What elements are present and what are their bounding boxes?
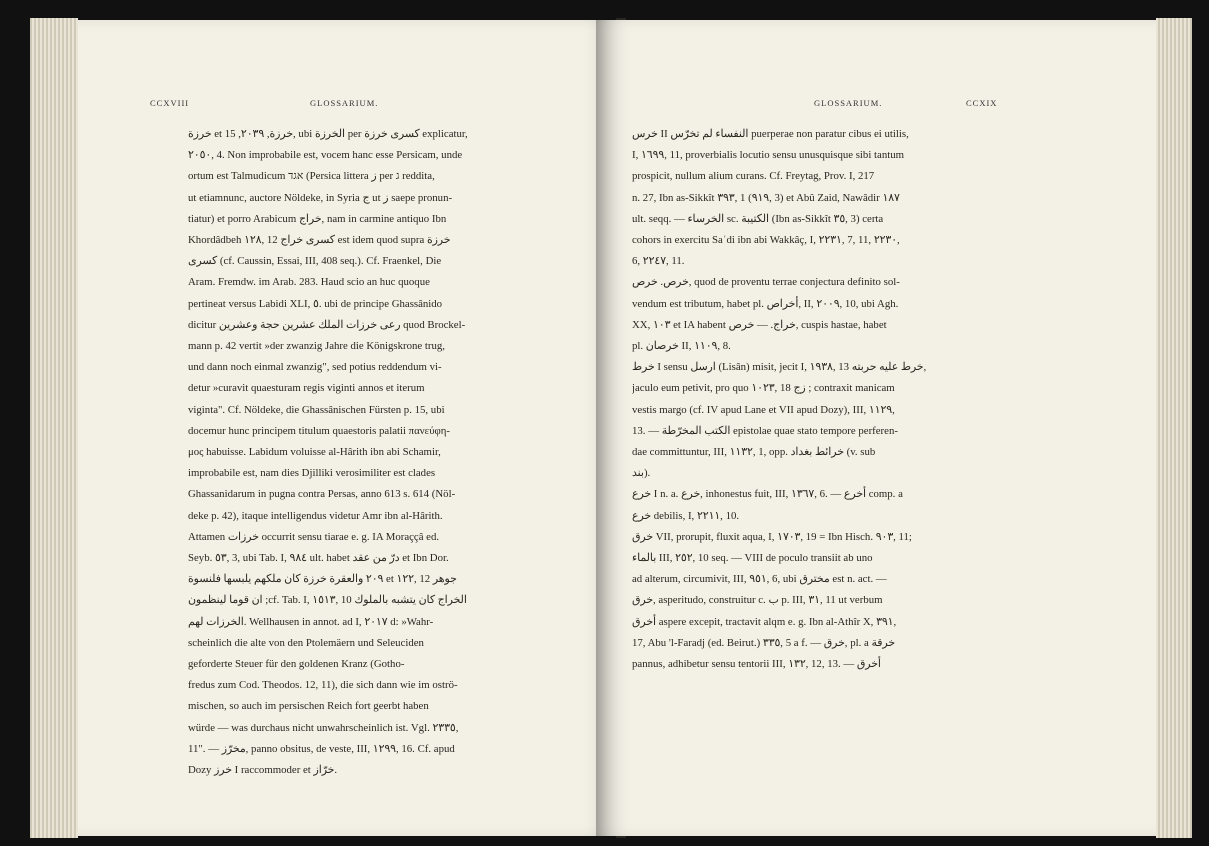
text-line: 17, Abu 'l-Faradj (ed. Beirut.) ٣٣٥, 5 a f. — خرق, pl. a خرقة (632, 636, 896, 649)
text-line: خرق, asperitudo, construitur c. ب p. III, ٣١, 11 ut verbum (632, 594, 883, 607)
right-running-head: GLOSSARIUM. (814, 98, 883, 108)
text-line: خرع debilis, I, ٢٢١١, 10. (632, 509, 740, 522)
page-edges-right (1156, 18, 1192, 838)
text-line: pl. خرصان II, ١١٠٩, 8. (632, 340, 731, 353)
text-line: Ghassanidarum in pugna contra Persas, anno 613 s. 614 (Nöl- (188, 488, 456, 501)
text-line: 6, ٢٢٤٧, 11. (632, 255, 685, 268)
text-line: Khordâdbeh ١٢٨, 12 كسرى خراج est idem quod supra خرزة (188, 234, 451, 247)
open-book (30, 18, 1192, 838)
text-line: خرق VII, prorupit, fluxit aqua, I, ١٧٠٣, 19 = Ibn Hisch. ٩٠٣, 11; (632, 530, 912, 543)
text-line: Seyb. ٥٣, 3, ubi Tab. I, ٩٨٤ ult. habet درّ من عقد et Ibn Dor. (188, 552, 449, 565)
text-line: n. 27, Ibn as-Sikkît ٣٩٣, 1 (٩١٩, 3) et Abû Zaid, Nawâdir ١٨٧ (632, 191, 900, 204)
text-line: mann p. 42 vertit »der zwanzig Jahre die Königskrone trug, (188, 340, 445, 353)
text-line: dicitur رعى خرزات الملك عشرين حجة وعشرين quod Brockel- (188, 318, 466, 331)
text-line: بالماء III, ٢٥٢, 10 seq. — VIII de poculo transiit ab uno (632, 552, 873, 565)
text-line: أخرق aspere excepit, tractavit alqm e. g. Ibn al-Athîr X, ٣٩١, (632, 615, 897, 628)
text-line: خرزة et خرزة, ٢٠٣٩, 15, ubi الخرزة per كسرى خرزة explicatur, (188, 128, 468, 140)
text-line: deke p. 42), itaque intelligendus videtur Amr ibn al-Hârith. (188, 509, 443, 522)
text-line: Aram. Fremdw. im Arab. 283. Haud scio an huc quoque (188, 276, 430, 289)
text-line: خرص. خرص, quod de proventu terrae conjectura definito sol- (632, 276, 900, 289)
text-line: Attamen خرزات occurrit sensu tiarae e. g. IA Moraççâ ed. (188, 530, 440, 543)
left-page (78, 20, 618, 836)
text-line: würde — was durchaus nicht unwahrscheinlich ist. Vgl. ٢٣٣٥, (188, 721, 459, 734)
text-line: بند). (632, 467, 651, 480)
text-line: كسرى (cf. Caussin, Essai, III, 408 seq.). Cf. Fraenkel, Die (188, 255, 442, 268)
text-line: ٢٠٩ والعقرة خرزة كان ملكهم يلبسها فلنسوة et ١٢٢, 12 جوهر (188, 573, 457, 586)
text-line: Dozy خرز I raccommoder et خرّاز. (188, 764, 338, 777)
text-line: ut etiamnunc, auctore Nöldeke, in Syria ج ut ز saepe pronun- (188, 191, 453, 204)
text-line: vestis margo (cf. IV apud Lane et VII apud Dozy), III, ١١٢٩, (632, 403, 895, 416)
right-page-text (632, 124, 1012, 675)
text-line: fredus zum Cod. Theodos. 12, 11), die sich dann wie im oströ- (188, 679, 458, 692)
text-line: ٢٠٥٠, 4. Non improbabile est, vocem hanc esse Persicam, unde (188, 149, 463, 162)
right-page (596, 20, 1156, 836)
text-line: geforderte Steuer für den goldenen Kranz (Gotho- (188, 658, 405, 671)
text-line: tiatur) et porro Arabicum خراج, nam in carmine antiquo Ibn (188, 212, 447, 225)
text-line: scheinlich die alte von den Ptolemäern und Seleuciden (188, 636, 424, 649)
right-page-number: CCXIX (966, 98, 998, 108)
text-line: detur »curavit quaesturam regis viginti annos et iterum (188, 382, 425, 395)
text-line: cohors in exercitu Saʿdi ibn abi Wakkâç, I, ٢٢٣١, 7, 11, ٢٢٣٠, (632, 234, 900, 247)
text-line: ad alterum, circumivit, III, ٩٥١, 6, ubi مخترق est n. act. — (632, 573, 887, 586)
text-line: خرع I n. a. خرع, inhonestus fuit, III, ١٣٦٧, 6. — أخرع comp. a (632, 488, 903, 501)
text-line: I, ١٦٩٩, 11, proverbialis locutio sensu unusquisque sibi tantum (632, 149, 905, 162)
text-line: pertineat versus Labidi XLI, ٥. ubi de principe Ghassânido (188, 297, 443, 310)
text-line: jaculo eum petivit, pro quo ١٠٢٣, 18 زج ; contraxit manicam (632, 382, 895, 395)
text-line: 11". — مخرّز, panno obsitus, de veste, III, ١٢٩٩, 16. Cf. apud (188, 742, 455, 755)
text-line: خرس II النفساء لم تخرّس puerperae non paratur cibus ei utilis, (632, 128, 909, 140)
text-line: docemur hunc principem titulum quaestoris palatii πανεύφη- (188, 424, 451, 437)
text-line: mischen, so auch im persischen Reich fort geerbt haben (188, 700, 429, 713)
text-line: ortum est Talmudicum אגד (Persica littera ز per ג reddita, (188, 170, 435, 183)
text-line: vendum est tributum, habet pl. أخراص, II, ٢٠٠٩, 10, ubi Agh. (632, 297, 899, 310)
text-line: viginta". Cf. Nöldeke, die Ghassânischen Fürsten p. 15, ubi (188, 403, 445, 416)
left-page-text (188, 124, 570, 781)
text-line: dae committuntur, III, ١١٣٢, 1, opp. خرائط بغداد (v. sub (632, 446, 876, 459)
left-running-head: GLOSSARIUM. (310, 98, 379, 108)
text-line: الخرزات لهم. Wellhausen in annot. ad I, ٢٠١٧ d: »Wahr- (188, 615, 434, 628)
text-line: XX, ١٠٣ et IA habent خراج. — خرص, cuspis hastae, habet (632, 318, 887, 331)
text-line: improbabile est, nam dies Djilliki verosimiliter est clades (188, 467, 436, 480)
text-line: prospicit, nullum alium curans. Cf. Freytag, Prov. I, 217 (632, 170, 875, 183)
text-line: und dann noch einmal zwanzig", sed potius reddendum vi- (188, 361, 442, 374)
text-line: μος habuisse. Labidum voluisse al-Hârith ibn abi Schamir, (188, 446, 441, 459)
left-page-number: CCXVIII (150, 98, 190, 108)
text-line: pannus, adhibetur sensu tentorii III, ١٣٢, 12, 13. — أخرق (632, 658, 881, 671)
page-edges-left (30, 18, 78, 838)
text-line: ult. seqq. — الخرساء sc. الكتيبة (Ibn as-Sikkît ٣٥, 3) certa (632, 212, 884, 225)
text-line: ان قوما لينظمون ;cf. Tab. I, ١٥١٣, 10 الخراج كان يتشبه بالملوك (188, 594, 467, 607)
text-line: خرط I sensu ارسل (Lisân) misit, jecit I, ١٩٣٨, 13 خرط عليه حربته, (632, 361, 927, 374)
text-line: 13. — الكتب المخرّطة epistolae quae stato tempore perferen- (632, 424, 898, 437)
